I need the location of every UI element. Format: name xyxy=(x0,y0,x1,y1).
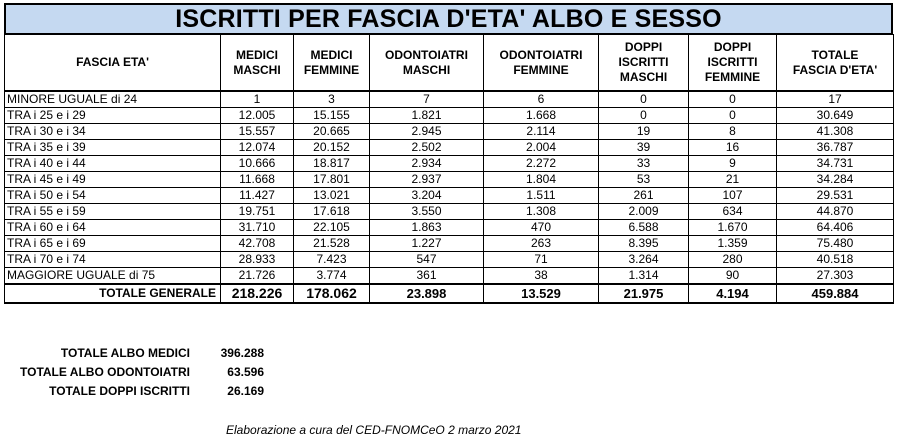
table-cell: 11.427 xyxy=(221,188,294,204)
table-cell: 21.528 xyxy=(294,236,370,252)
table-cell: 20.665 xyxy=(294,124,370,140)
total-cell: 23.898 xyxy=(370,284,484,303)
total-cell: 459.884 xyxy=(777,284,894,303)
age-bracket-label: TRA i 65 e i 69 xyxy=(5,236,221,252)
table-row xyxy=(5,140,894,156)
table-cell: 634 xyxy=(689,204,777,220)
table-cell: 1 xyxy=(221,91,294,108)
table-cell: 17.618 xyxy=(294,204,370,220)
table-cell: 8.395 xyxy=(599,236,689,252)
table-cell: 1.308 xyxy=(484,204,599,220)
age-bracket-label: TRA i 60 e i 64 xyxy=(5,220,221,236)
table-cell: 13.021 xyxy=(294,188,370,204)
table-cell: 361 xyxy=(370,268,484,285)
table-cell: 11.668 xyxy=(221,172,294,188)
page-title: ISCRITTI PER FASCIA D'ETA' ALBO E SESSO xyxy=(4,3,893,35)
table-cell: 470 xyxy=(484,220,599,236)
table-cell: 1.359 xyxy=(689,236,777,252)
table-cell: 53 xyxy=(599,172,689,188)
table-cell: 18.817 xyxy=(294,156,370,172)
table-cell: 71 xyxy=(484,252,599,268)
age-bracket-label: TRA i 55 e i 59 xyxy=(5,204,221,220)
total-cell: 21.975 xyxy=(599,284,689,303)
summary-totals xyxy=(20,344,264,401)
summary-row xyxy=(20,344,264,363)
table-header-row xyxy=(5,35,894,92)
source-note: Elaborazione a cura del CED-FNOMCeO 2 marzo 2021 xyxy=(226,423,522,437)
table-cell: 10.666 xyxy=(221,156,294,172)
table-cell: 1.670 xyxy=(689,220,777,236)
table-cell: 19 xyxy=(599,124,689,140)
table-cell: 1.227 xyxy=(370,236,484,252)
table-cell: 8 xyxy=(689,124,777,140)
summary-value: 63.596 xyxy=(227,365,264,379)
table-cell: 3.774 xyxy=(294,268,370,285)
summary-value: 396.288 xyxy=(220,346,264,360)
table-cell: 33 xyxy=(599,156,689,172)
table-cell: 39 xyxy=(599,140,689,156)
column-header: FASCIA ETA' xyxy=(5,35,221,92)
table-cell: 6 xyxy=(484,91,599,108)
table-cell: 280 xyxy=(689,252,777,268)
table-cell: 263 xyxy=(484,236,599,252)
age-bracket-label: TRA i 50 e i 54 xyxy=(5,188,221,204)
table-cell: 19.751 xyxy=(221,204,294,220)
age-bracket-label: TRA i 70 e i 74 xyxy=(5,252,221,268)
table-cell: 30.649 xyxy=(777,108,894,124)
table-row xyxy=(5,156,894,172)
table-cell: 1.668 xyxy=(484,108,599,124)
table-cell: 3.264 xyxy=(599,252,689,268)
table-cell: 16 xyxy=(689,140,777,156)
table-cell: 2.272 xyxy=(484,156,599,172)
table-cell: 22.105 xyxy=(294,220,370,236)
total-row xyxy=(5,284,894,303)
table-cell: 2.114 xyxy=(484,124,599,140)
column-header: TOTALE FASCIA D'ETA' xyxy=(777,35,894,92)
table-cell: 2.937 xyxy=(370,172,484,188)
table-cell: 7 xyxy=(370,91,484,108)
table-cell: 15.155 xyxy=(294,108,370,124)
age-bracket-label: MAGGIORE UGUALE di 75 xyxy=(5,268,221,285)
table-cell: 1.511 xyxy=(484,188,599,204)
table-row xyxy=(5,220,894,236)
table-cell: 1.804 xyxy=(484,172,599,188)
table-cell: 6.588 xyxy=(599,220,689,236)
age-bracket-label: TRA i 45 e i 49 xyxy=(5,172,221,188)
table-cell: 28.933 xyxy=(221,252,294,268)
column-header: DOPPI ISCRITTI FEMMINE xyxy=(689,35,777,92)
summary-row xyxy=(20,382,264,401)
column-header: MEDICI MASCHI xyxy=(221,35,294,92)
summary-label: TOTALE ALBO MEDICI xyxy=(60,346,190,360)
table-cell: 0 xyxy=(689,108,777,124)
table-cell: 34.731 xyxy=(777,156,894,172)
age-bracket-table xyxy=(4,34,894,304)
table-row xyxy=(5,108,894,124)
total-label: TOTALE GENERALE xyxy=(5,284,221,303)
table-cell: 2.502 xyxy=(370,140,484,156)
table-cell: 1.863 xyxy=(370,220,484,236)
table-cell: 3 xyxy=(294,91,370,108)
table-cell: 2.945 xyxy=(370,124,484,140)
table-cell: 41.308 xyxy=(777,124,894,140)
summary-row xyxy=(20,363,264,382)
table-cell: 29.531 xyxy=(777,188,894,204)
table-cell: 0 xyxy=(599,108,689,124)
table-cell: 2.934 xyxy=(370,156,484,172)
table-cell: 7.423 xyxy=(294,252,370,268)
table-row xyxy=(5,236,894,252)
table-cell: 3.204 xyxy=(370,188,484,204)
table-cell: 27.303 xyxy=(777,268,894,285)
table-cell: 3.550 xyxy=(370,204,484,220)
table-cell: 64.406 xyxy=(777,220,894,236)
table-cell: 261 xyxy=(599,188,689,204)
column-header: DOPPI ISCRITTI MASCHI xyxy=(599,35,689,92)
table-cell: 90 xyxy=(689,268,777,285)
table-row xyxy=(5,188,894,204)
table-cell: 547 xyxy=(370,252,484,268)
age-bracket-label: TRA i 30 e i 34 xyxy=(5,124,221,140)
table-cell: 12.074 xyxy=(221,140,294,156)
table-row xyxy=(5,91,894,108)
age-bracket-label: TRA i 35 e i 39 xyxy=(5,140,221,156)
table-cell: 1.314 xyxy=(599,268,689,285)
table-cell: 20.152 xyxy=(294,140,370,156)
table-cell: 31.710 xyxy=(221,220,294,236)
table-cell: 12.005 xyxy=(221,108,294,124)
total-cell: 4.194 xyxy=(689,284,777,303)
column-header: MEDICI FEMMINE xyxy=(294,35,370,92)
table-row xyxy=(5,124,894,140)
age-bracket-label: MINORE UGUALE di 24 xyxy=(5,91,221,108)
summary-label: TOTALE ALBO ODONTOIATRI xyxy=(20,365,190,379)
table-cell: 15.557 xyxy=(221,124,294,140)
age-bracket-label: TRA i 40 e i 44 xyxy=(5,156,221,172)
table-cell: 0 xyxy=(689,91,777,108)
table-cell: 75.480 xyxy=(777,236,894,252)
table-row xyxy=(5,172,894,188)
table-cell: 36.787 xyxy=(777,140,894,156)
total-cell: 178.062 xyxy=(294,284,370,303)
table-cell: 21.726 xyxy=(221,268,294,285)
table-row xyxy=(5,252,894,268)
summary-label: TOTALE DOPPI ISCRITTI xyxy=(49,384,190,398)
age-bracket-label: TRA i 25 e i 29 xyxy=(5,108,221,124)
table-cell: 40.518 xyxy=(777,252,894,268)
summary-value: 26.169 xyxy=(227,384,264,398)
table-cell: 1.821 xyxy=(370,108,484,124)
column-header: ODONTOIATRI FEMMINE xyxy=(484,35,599,92)
table-cell: 44.870 xyxy=(777,204,894,220)
table-cell: 42.708 xyxy=(221,236,294,252)
table-cell: 2.009 xyxy=(599,204,689,220)
table-row xyxy=(5,204,894,220)
table-cell: 107 xyxy=(689,188,777,204)
table-row xyxy=(5,268,894,285)
column-header: ODONTOIATRI MASCHI xyxy=(370,35,484,92)
table-cell: 38 xyxy=(484,268,599,285)
total-cell: 13.529 xyxy=(484,284,599,303)
table-cell: 0 xyxy=(599,91,689,108)
table-cell: 34.284 xyxy=(777,172,894,188)
total-cell: 218.226 xyxy=(221,284,294,303)
table-cell: 21 xyxy=(689,172,777,188)
table-cell: 2.004 xyxy=(484,140,599,156)
table-cell: 9 xyxy=(689,156,777,172)
table-cell: 17.801 xyxy=(294,172,370,188)
table-cell: 17 xyxy=(777,91,894,108)
